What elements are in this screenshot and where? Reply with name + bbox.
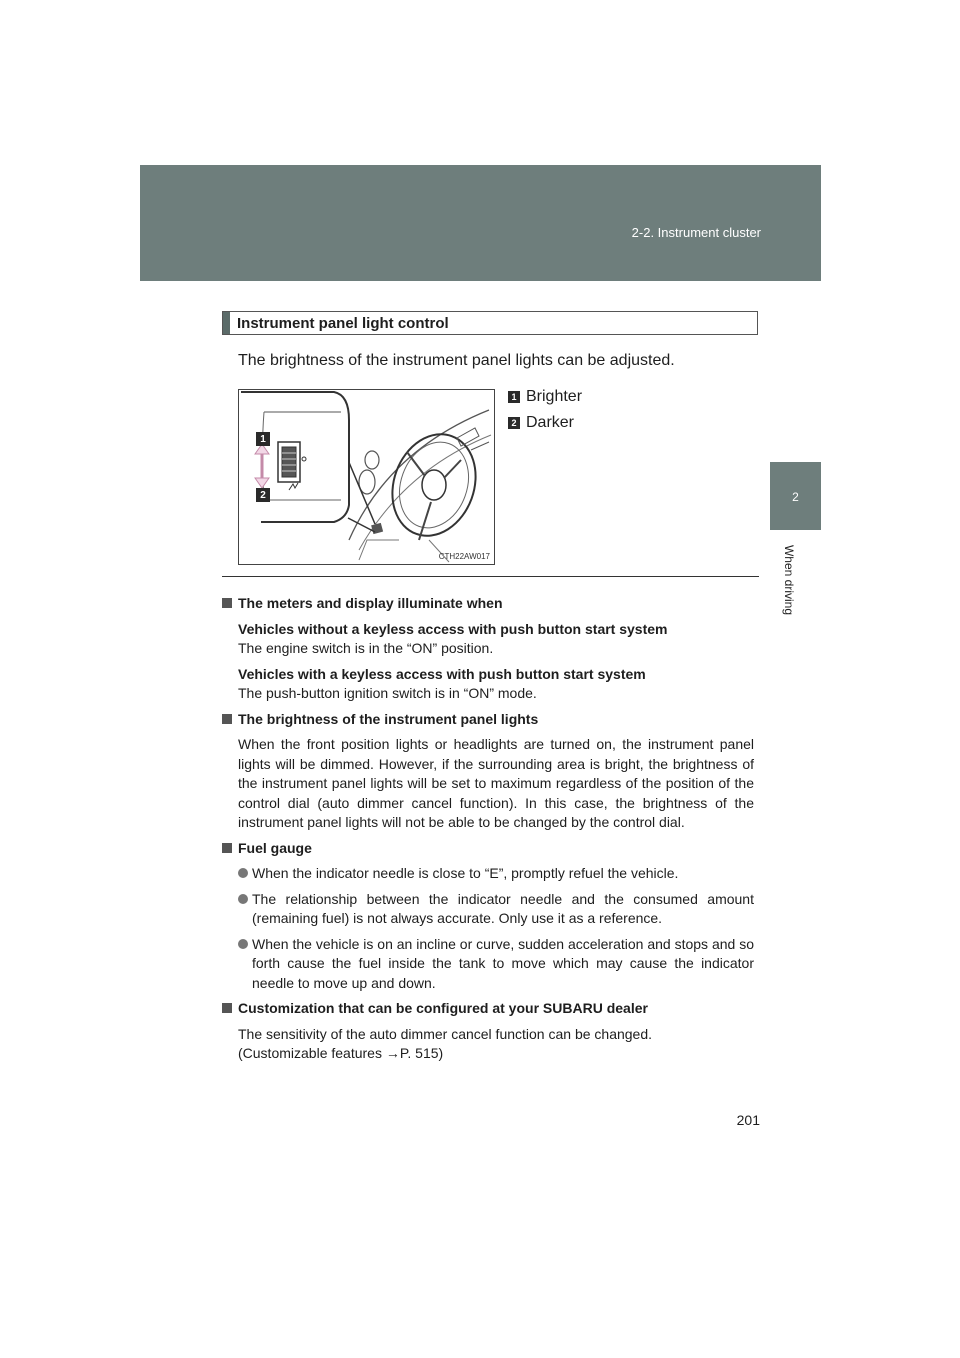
- legend-label-darker: Darker: [526, 414, 575, 431]
- note-sub-title-without-keyless: Vehicles without a keyless access with push button start system: [238, 620, 668, 637]
- callout-2: 2: [256, 488, 270, 502]
- section-divider: [222, 576, 759, 577]
- section-header: [222, 311, 758, 335]
- customization-text: The sensitivity of the auto dimmer cancel function can be changed.: [238, 1025, 653, 1042]
- fuel-bullet-1: When the indicator needle is close to “E”, promptly refuel the vehicle.: [222, 864, 754, 884]
- instrument-panel-illustration: [238, 389, 495, 565]
- page-number: 201: [736, 1112, 760, 1128]
- side-chapter-label: When driving: [782, 544, 796, 616]
- header-band: [140, 165, 821, 281]
- note-text-brightness: When the front position lights or headlights are turned on, the instrument panel lights will be dimmed. However, if the surrounding area is bright, the brightness of the instrument panel lights will be set to maximum regardless of the position of the control dial (auto dimmer cancel function). In this case, the brightness of the instrument panel lights will not be able to be changed by the control dial.: [238, 736, 754, 830]
- callout-1: 1: [256, 432, 270, 446]
- legend-badge-1: 1: [508, 391, 520, 403]
- round-bullet-icon: [238, 939, 248, 949]
- note-sub-text-with-keyless: The push-button ignition switch is in “ON” mode.: [238, 685, 537, 701]
- section-intro: The brightness of the instrument panel lights can be adjusted.: [238, 352, 675, 369]
- note-title-customization: Customization that can be configured at your SUBARU dealer: [222, 999, 754, 1019]
- round-bullet-icon: [238, 894, 248, 904]
- section-title: Instrument panel light control: [237, 315, 449, 332]
- customization-reference-link[interactable]: (Customizable features →P. 515): [238, 1045, 444, 1061]
- side-chapter-tab: [770, 462, 821, 530]
- square-bullet-icon: [222, 714, 232, 724]
- square-bullet-icon: [222, 598, 232, 608]
- section-header-bar: [223, 312, 230, 334]
- fuel-bullet-2: The relationship between the indicator needle and the consumed amount (remaining fuel) is not always accurate. Only use it as a reference.: [222, 890, 754, 929]
- square-bullet-icon: [222, 1003, 232, 1013]
- legend-badge-2: 2: [508, 417, 520, 429]
- figure-code: CTH22AW017: [438, 552, 490, 561]
- note-title-illumination: The meters and display illuminate when: [222, 594, 754, 614]
- note-sub-title-with-keyless: Vehicles with a keyless access with push button start system: [238, 665, 646, 682]
- note-title-fuel-gauge: Fuel gauge: [222, 839, 754, 859]
- side-chapter-number: 2: [792, 490, 799, 504]
- dashboard-drawing: [239, 390, 494, 564]
- round-bullet-icon: [238, 868, 248, 878]
- legend-item-darker: [508, 414, 574, 432]
- fuel-bullet-3: When the vehicle is on an incline or curve, sudden acceleration and stops and so forth cause the fuel inside the tank to move which may cause the indicator needle to move up and down.: [222, 935, 754, 994]
- header-section-title: 2-2. Instrument cluster: [631, 225, 761, 240]
- notes-section: [222, 594, 754, 1064]
- note-sub-text-without-keyless: The engine switch is in the “ON” position.: [238, 640, 494, 656]
- note-title-brightness: The brightness of the instrument panel lights: [222, 710, 754, 730]
- legend-label-brighter: Brighter: [526, 388, 583, 405]
- legend-item-brighter: [508, 388, 582, 406]
- square-bullet-icon: [222, 843, 232, 853]
